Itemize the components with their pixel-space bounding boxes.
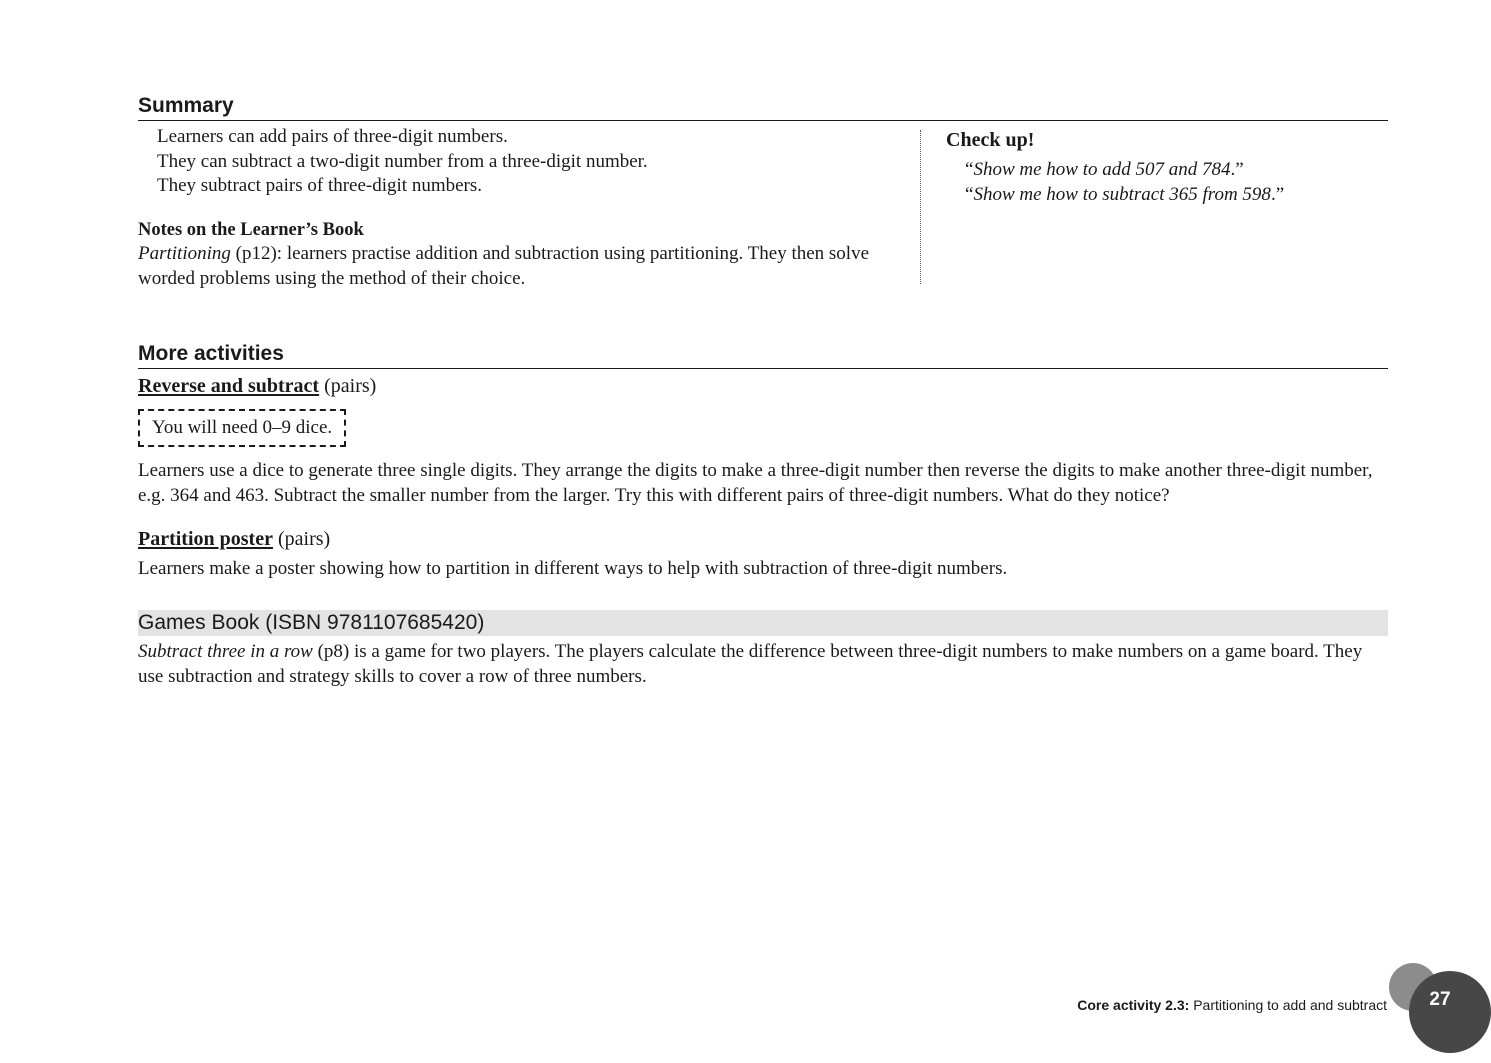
summary-list [157, 125, 897, 199]
open-quote: “ [965, 159, 974, 180]
summary-item: They can subtract a two-digit number from a three-digit number. [157, 150, 648, 172]
checkup-question [965, 158, 1385, 183]
game-description: (p8) is a game for two players. The players calculate the difference between three-digit numbers to make numbers on a game board. They use subtraction and strategy skills to cover a row of three numbers. [138, 641, 1363, 687]
notes-text: (p12): learners practise addition and subtraction using partitioning. They then solve worded problems using the method of their choice. [138, 243, 870, 289]
games-book-paragraph [138, 640, 1390, 689]
activity-mode: (pairs) [319, 375, 377, 397]
footer-activity-title: Partitioning to add and subtract [1189, 997, 1387, 1013]
footer-activity-label: Core activity 2.3: [1077, 997, 1190, 1013]
notes-book-title: Partitioning [138, 243, 231, 264]
page-number: 27 [1429, 989, 1451, 1010]
checkup-list [965, 158, 1385, 207]
you-will-need-box: You will need 0–9 dice. [138, 409, 346, 447]
notes-paragraph [138, 242, 888, 291]
game-title: Subtract three in a row [138, 641, 313, 662]
checkup-heading: Check up! [946, 129, 1035, 151]
summary-item: They subtract pairs of three-digit numbers. [157, 175, 483, 196]
checkup-question-text: Show me how to add 507 and 784 [973, 159, 1231, 180]
games-book-heading: Games Book (ISBN 9781107685420) [138, 611, 485, 634]
footer-running-title [1077, 996, 1387, 1014]
activity-title: Partition poster [138, 528, 273, 550]
activity-mode: (pairs) [272, 528, 331, 550]
open-quote: “ [965, 183, 974, 205]
summary-heading: Summary [138, 94, 1388, 121]
notes-heading: Notes on the Learner’s Book [138, 220, 364, 240]
checkup-question [965, 183, 1385, 208]
activity-title: Reverse and subtract [138, 375, 320, 397]
activity-description: Learners use a dice to generate three single digits. They arrange the digits to make a three-digit number then reverse the digits to make another three-digit number, e.g. 364 and 463. Subtract the smaller number from the larger. Try this with different pairs of three-digit numbers. What do they notice? [138, 460, 1373, 506]
activity-title-row [138, 374, 376, 398]
more-activities-heading: More activities [138, 342, 1388, 369]
column-divider [920, 130, 921, 284]
activity-description: Learners make a poster showing how to partition in different ways to help with subtraction of three-digit numbers. [138, 558, 1008, 579]
checkup-question-text: Show me how to subtract 365 from 598 [973, 183, 1271, 205]
summary-item: Learners can add pairs of three-digit numbers. [157, 126, 508, 147]
page-circle-large [1409, 971, 1491, 1053]
activity-title-row [138, 527, 330, 551]
close-quote: .” [1230, 159, 1244, 180]
close-quote: .” [1270, 183, 1285, 205]
